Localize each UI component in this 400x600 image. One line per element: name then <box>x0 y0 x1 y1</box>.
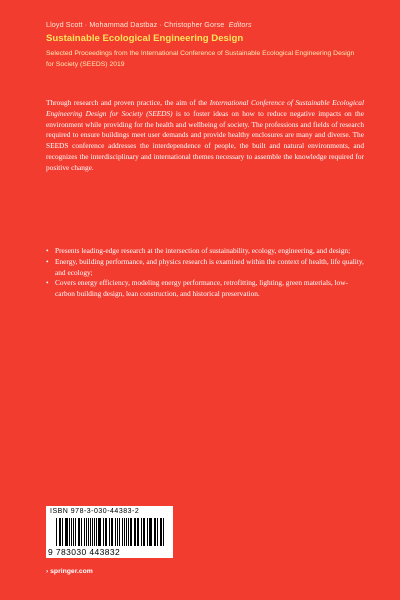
barcode-bar <box>163 518 164 546</box>
barcode-bars <box>56 518 166 546</box>
barcode-bar <box>92 518 93 546</box>
barcode-bar <box>131 518 132 546</box>
editors-names: Lloyd Scott · Mohammad Dastbaz · Christopher Gorse <box>46 20 225 29</box>
barcode-bar <box>60 518 61 546</box>
barcode-bar <box>73 518 74 546</box>
list-item-text: Energy, building performance, and physics research is examined within the context of health, life quality, and ecology; <box>55 256 364 277</box>
barcode-bar <box>103 518 104 546</box>
bullet-icon: • <box>46 278 49 288</box>
list-item <box>46 278 364 300</box>
barcode-bar <box>124 518 125 546</box>
barcode-bar <box>81 518 82 546</box>
conference-name: International Conference of Sustainable Ecological Engineering Design for Society (SEEDS) <box>46 98 364 118</box>
intro-start: Through research and proven practice, the aim of the <box>46 98 210 107</box>
barcode-bar <box>115 518 116 546</box>
barcode-bar <box>99 518 100 546</box>
book-subtitle: Selected Proceedings from the International Conference of Sustainable Ecological Engineering Design for Society (SEEDS) 2019 <box>46 50 355 68</box>
book-title: Sustainable Ecological Engineering Design <box>46 33 244 44</box>
barcode-bar <box>134 518 135 546</box>
feature-list <box>46 246 364 300</box>
bullet-icon: • <box>46 256 49 266</box>
barcode-bar <box>122 518 123 546</box>
list-item-text: Presents leading-edge research at the intersection of sustainability, ecology, engineering, and design; <box>55 246 351 255</box>
editors-line <box>46 20 366 29</box>
cover-header <box>46 20 366 70</box>
barcode-label <box>46 506 173 558</box>
description-paragraph <box>46 98 364 174</box>
barcode-bar <box>147 518 148 546</box>
intro-rest: is to foster ideas on how to reduce negative impacts on the environment while providing for the health and wellbeing of society. The professions and fields of research required to ensure buildings meet user demands and provide healthy enclosures are many and diverse. The SEEDS conference addresses the interdependence of people, the built and natural environments, and recognizes the interdisciplinary and international themes necessary to assemble the knowledge required for positive change. <box>46 108 364 172</box>
barcode-bar <box>141 518 142 546</box>
list-item-text: Covers energy efficiency, modeling energy performance, retrofitting, lighting, green materials, low-carbon building design, lean construction, and historical preservation. <box>55 278 348 299</box>
isbn-text: ISBN 978-3-030-44383-2 <box>50 508 140 515</box>
barcode-bar <box>109 518 110 546</box>
description <box>46 98 364 174</box>
editors-role-label <box>226 20 251 29</box>
barcode-bar <box>157 518 158 546</box>
barcode-digits: 9 783030 443832 <box>48 547 121 557</box>
list-item <box>46 257 364 279</box>
barcode-bar <box>86 518 87 546</box>
publisher-link[interactable]: › springer.com <box>46 568 93 575</box>
bullet-icon: • <box>46 246 49 255</box>
barcode-bar <box>66 518 67 546</box>
barcode-bar <box>71 518 72 546</box>
editors-role-text: Editors <box>228 20 252 29</box>
list-item <box>46 246 364 257</box>
barcode-bar <box>150 518 151 546</box>
